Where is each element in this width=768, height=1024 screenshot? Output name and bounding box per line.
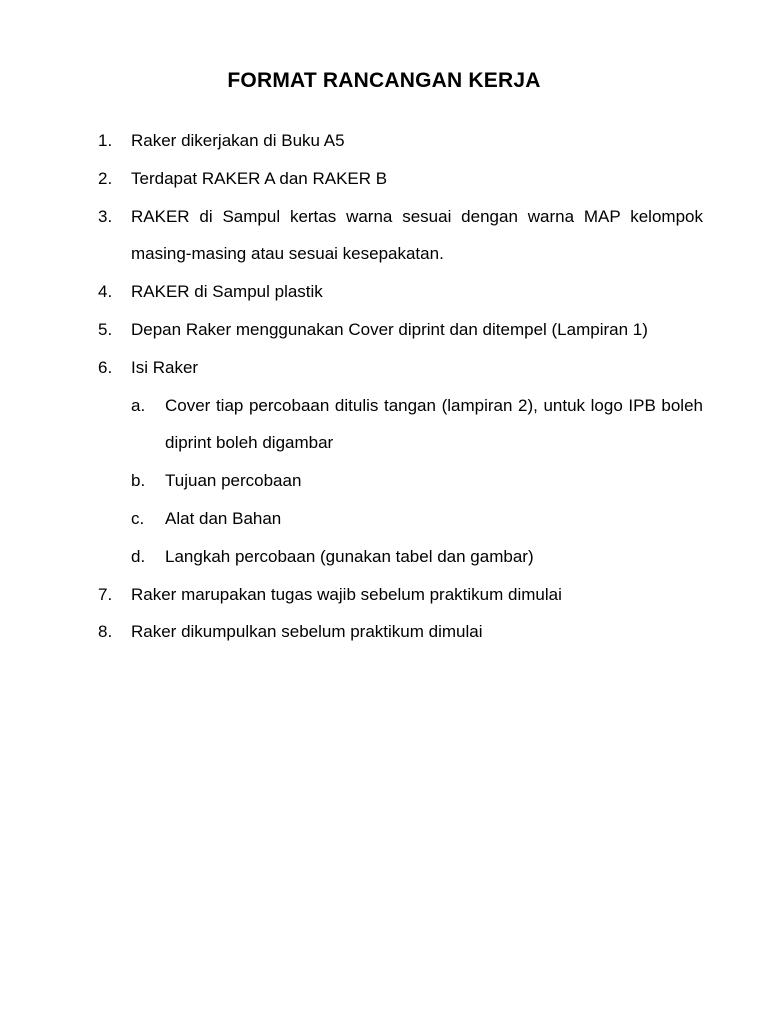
list-item-number: 3. (98, 206, 113, 226)
list-item (98, 160, 703, 198)
list-item-number: 2. (98, 168, 113, 188)
list-item (98, 122, 703, 160)
list-item-text: Depan Raker menggunakan Cover diprint dan ditempel (Lampiran 1) (131, 319, 648, 339)
list-item-number: 6. (98, 357, 113, 377)
list-item-text: Isi Raker (131, 357, 199, 377)
sublist-item (131, 387, 703, 463)
list-item-number: 1. (98, 131, 113, 150)
sublist-item-letter: a. (131, 395, 146, 415)
list-item-text: RAKER di Sampul plastik (131, 282, 323, 302)
list-item (98, 576, 703, 614)
page-title: FORMAT RANCANGAN KERJA (227, 69, 541, 92)
sublist-item-letter: c. (131, 508, 145, 528)
sublist-item-text: Tujuan percobaan (165, 471, 302, 491)
sublist-item (131, 462, 703, 500)
list-item-text: Terdapat RAKER A dan RAKER B (131, 168, 388, 188)
sublist-item-text: Alat dan Bahan (165, 508, 282, 528)
list-item-text: Raker dikumpulkan sebelum praktikum dimulai (131, 622, 483, 642)
sublist-item-letter: b. (131, 471, 146, 491)
list-item (98, 311, 703, 349)
sublist-item (131, 538, 703, 576)
sublist (98, 387, 703, 576)
sublist-item-letter: d. (131, 546, 146, 566)
sublist-container (98, 387, 703, 576)
requirements-list (98, 122, 703, 651)
list-item-number: 7. (98, 584, 113, 604)
list-item (98, 349, 703, 387)
list-item (98, 613, 703, 651)
list-item-text: RAKER di Sampul kertas warna sesuai dengan warna MAP kelompok masing-masing atau sesuai kesepakatan. (131, 206, 703, 264)
list-item (98, 198, 703, 274)
sublist-item (131, 500, 703, 538)
sublist-item-text: Cover tiap percobaan ditulis tangan (lampiran 2), untuk logo IPB boleh diprint boleh digambar (165, 395, 703, 453)
list-item-number: 5. (98, 319, 113, 339)
list-item-number: 8. (98, 622, 113, 642)
list-item-text: Raker marupakan tugas wajib sebelum praktikum dimulai (131, 584, 562, 604)
sublist-item-text: Langkah percobaan (gunakan tabel dan gambar) (165, 546, 534, 566)
list-item-text: Raker dikerjakan di Buku A5 (131, 131, 345, 150)
list-item-number: 4. (98, 282, 113, 302)
list-item (98, 273, 703, 311)
